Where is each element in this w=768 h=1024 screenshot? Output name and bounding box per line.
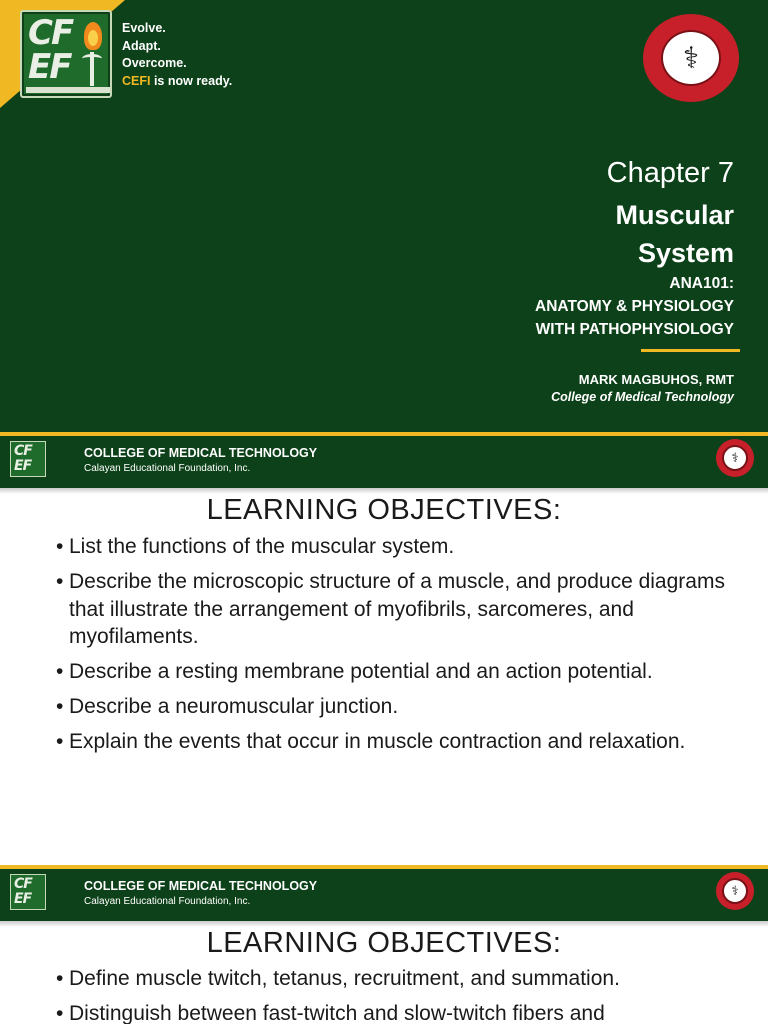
college-seal-small bbox=[716, 439, 754, 477]
objectives-slide-1 bbox=[0, 432, 768, 865]
tagline bbox=[122, 20, 232, 90]
banner-org: COLLEGE OF MEDICAL TECHNOLOGY bbox=[84, 879, 318, 893]
objectives-list bbox=[56, 965, 746, 1024]
banner-sub: Calayan Educational Foundation, Inc. bbox=[84, 463, 251, 474]
microscope-icon: ⚕ bbox=[731, 450, 739, 466]
seal-inner bbox=[661, 30, 721, 86]
seal-inner bbox=[722, 445, 748, 471]
slide-banner bbox=[0, 865, 768, 921]
cefi-logo-small: CF EF bbox=[10, 874, 46, 910]
subject-line-2: System bbox=[637, 238, 734, 268]
banner-org: COLLEGE OF MEDICAL TECHNOLOGY bbox=[84, 446, 318, 460]
tagline-line-2: Adapt. bbox=[122, 38, 161, 53]
banner-sub: Calayan Educational Foundation, Inc. bbox=[84, 896, 251, 907]
microscope-icon: ⚕ bbox=[731, 883, 739, 899]
objective-item: • Describe a neuromuscular junction. bbox=[56, 693, 746, 721]
caduceus-icon bbox=[90, 52, 94, 86]
microscope-icon: ⚕ bbox=[682, 40, 700, 76]
course-code: ANA101: bbox=[669, 275, 734, 292]
tagline-line-1: Evolve. bbox=[122, 21, 166, 35]
objective-item: • List the functions of the muscular system. bbox=[56, 533, 746, 561]
cefi-logo bbox=[20, 10, 112, 98]
subject-line-1: Muscular bbox=[615, 200, 734, 230]
divider-line bbox=[641, 349, 740, 352]
logo-caption-bar bbox=[26, 87, 110, 93]
objective-item: • Describe the microscopic structure of a muscle, and produce diagrams that illustrate the arrangement of myofibrils, sarcomeres, and myofilaments. bbox=[56, 568, 746, 651]
slide-banner bbox=[0, 432, 768, 488]
objectives-list bbox=[56, 533, 746, 763]
college-seal bbox=[643, 14, 739, 102]
objectives-slide-2 bbox=[0, 865, 768, 1024]
slide-title: LEARNING OBJECTIVES: bbox=[206, 927, 562, 959]
course-line-1: ANATOMY & PHYSIOLOGY bbox=[535, 298, 734, 315]
course-info bbox=[535, 272, 734, 341]
slide-title: LEARNING OBJECTIVES: bbox=[206, 494, 562, 526]
tagline-line-3: Overcome. bbox=[122, 56, 187, 70]
tagline-line-4 bbox=[122, 73, 232, 91]
author-name: MARK MAGBUHOS, RMT bbox=[578, 372, 734, 387]
department-name: College of Medical Technology bbox=[551, 390, 734, 404]
seal-inner bbox=[722, 878, 748, 904]
objective-item: • Describe a resting membrane potential and an action potential. bbox=[56, 658, 746, 686]
title-slide bbox=[0, 0, 768, 432]
tagline-highlight: CEFI bbox=[122, 73, 151, 88]
cefi-logo-letters: CF EF bbox=[28, 13, 73, 87]
objective-item: • Explain the events that occur in muscle contraction and relaxation. bbox=[56, 728, 746, 756]
subject-title bbox=[494, 196, 734, 272]
college-seal-small bbox=[716, 872, 754, 910]
tagline-rest: is now ready. bbox=[150, 73, 233, 88]
cefi-logo-small: CF EF bbox=[10, 441, 46, 477]
objective-item: • Distinguish between fast-twitch and slow-twitch fibers and bbox=[56, 1000, 746, 1024]
course-line-2: WITH PATHOPHYSIOLOGY bbox=[535, 321, 734, 338]
objective-item: • Define muscle twitch, tetanus, recruitment, and summation. bbox=[56, 965, 746, 993]
flame-icon bbox=[84, 22, 102, 50]
chapter-label: Chapter 7 bbox=[606, 157, 734, 189]
